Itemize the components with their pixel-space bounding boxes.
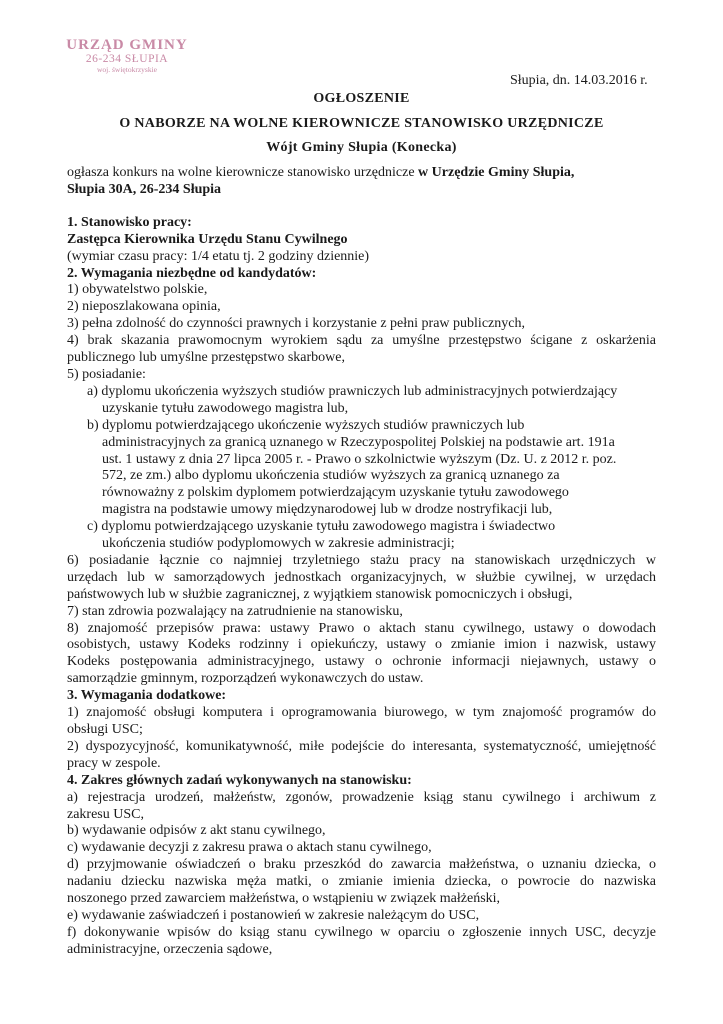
stamp-line-2: 26-234 SŁUPIA bbox=[85, 53, 169, 65]
document-subtitle: O NABORZE NA WOLNE KIEROWNICZE STANOWISKO URZĘDNICZE bbox=[119, 116, 604, 131]
requirement-item: 6) posiadanie łącznie co najmniej trzyletniego stażu pracy na stanowiskach urzędniczych w bbox=[67, 552, 656, 568]
intro-line-2: Słupia 30A, 26-234 Słupia bbox=[67, 181, 222, 197]
intro-text: ogłasza konkurs na wolne kierownicze stanowisko urzędnicze bbox=[67, 165, 419, 180]
stamp-line-1: URZĄD GMINY bbox=[66, 37, 188, 53]
duty-item: b) wydawanie odpisów z akt stanu cywilnego, bbox=[67, 823, 326, 839]
requirement-item-cont: samorządzie gminnym, rozporządzeń wykonawczych do ustaw. bbox=[67, 671, 424, 687]
requirement-item-cont: państwowych lub w służbie zagranicznej, z wyjątkiem stanowisk pomocniczych i obsługi, bbox=[67, 586, 573, 602]
sub-item-cont: ukończenia studiów podyplomowych w zakresie administracji; bbox=[102, 536, 455, 552]
intro-line-1 bbox=[67, 165, 656, 182]
duty-item: f) dokonywanie wpisów do ksiąg stanu cywilnego w oparciu o zgłoszenie innych USC, decyzje bbox=[67, 924, 656, 940]
requirement-item: 8) znajomość przepisów prawa: ustawy Prawo o aktach stanu cywilnego, ustawy o dowodach bbox=[67, 620, 656, 636]
intro-office-name: w Urzędzie Gminy Słupia, bbox=[418, 165, 575, 180]
requirement-item-cont: Kodeks postępowania administracyjnego, ustawy o ochronie informacji niejawnych, ustawy o bbox=[67, 654, 656, 670]
section-4-heading: 4. Zakres głównych zadań wykonywanych na stanowisku: bbox=[67, 772, 412, 788]
requirement-item: 2) nieposzlakowana opinia, bbox=[67, 299, 221, 315]
requirement-item: 4) brak skazania prawomocnym wyrokiem sądu za umyślne przestępstwo ścigane z oskarżenia bbox=[67, 333, 656, 349]
duty-item-cont: administracyjne, orzeczenia sądowe, bbox=[67, 941, 273, 957]
duty-item-cont: zakresu USC, bbox=[67, 806, 144, 822]
stamp-line-3: woj. świętokrzyskie bbox=[97, 65, 157, 74]
section-3-heading: 3. Wymagania dodatkowe: bbox=[67, 688, 227, 704]
duty-item: d) przyjmowanie oświadczeń o braku przeszkód do zawarcia małżeństwa, o uznaniu dziecka, o bbox=[67, 857, 656, 873]
sub-item-c: c) dyplomu potwierdzającego uzyskanie tytułu zawodowego magistra i świadectwo bbox=[87, 519, 556, 535]
additional-item-cont: pracy w zespole. bbox=[67, 755, 161, 771]
sub-item-cont: uzyskanie tytułu zawodowego magistra lub, bbox=[102, 400, 349, 416]
duty-item-cont: nadaniu dziecku nazwiska męża matki, o zmianie imienia dziecka, o powrocie do nazwiska bbox=[67, 874, 656, 890]
requirement-item: 3) pełna zdolność do czynności prawnych i korzystanie z pełni praw publicznych, bbox=[67, 316, 525, 332]
duty-item: a) rejestracja urodzeń, małżeństw, zgonów, prowadzenie ksiąg stanu cywilnego i archiwum z bbox=[67, 789, 656, 805]
duty-item: e) wydawanie zaświadczeń i postanowień w zakresie należącym do USC, bbox=[67, 907, 480, 923]
document-issuer: Wójt Gminy Słupia (Konecka) bbox=[266, 140, 457, 155]
requirement-item: 7) stan zdrowia pozwalający na zatrudnienie na stanowisku, bbox=[67, 603, 403, 619]
document-body bbox=[67, 165, 656, 959]
requirement-item-cont: publicznego lub umyślne przestępstwo skarbowe, bbox=[67, 350, 345, 366]
requirement-item: 1) obywatelstwo polskie, bbox=[67, 282, 208, 298]
additional-item-cont: obsługi USC; bbox=[67, 722, 143, 737]
sub-item-cont: magistra na podstawie umowy międzynarodowej lub w drodze nostryfikacji lub, bbox=[102, 502, 553, 518]
additional-item: 2) dyspozycyjność, komunikatywność, miłe podejście do interesanta, systematyczność, umiejętność bbox=[67, 738, 656, 754]
position-title: Zastępca Kierownika Urzędu Stanu Cywilnego bbox=[67, 231, 348, 247]
requirement-item-cont: urzędach lub w samorządowych jednostkach organizacyjnych, w służbie cywilnej, w urzędach bbox=[67, 569, 656, 585]
sub-item-cont: administracyjnych za granicą uznanego w Rzeczypospolitej Polskiej na podstawie art. 191a bbox=[102, 434, 615, 450]
sub-item-a: a) dyplomu ukończenia wyższych studiów prawniczych lub administracyjnych potwierdzający bbox=[87, 383, 618, 399]
requirement-item: 5) posiadanie: bbox=[67, 366, 146, 382]
requirement-item-cont: osobistych, ustawy Kodeks rodzinny i opiekuńczy, ustawy o zmianie imion i nazwisk, ustawy bbox=[67, 637, 656, 653]
duty-item-cont: noszonego przed zawarciem małżeństwa, o wstąpieniu w związek małżeński, bbox=[67, 891, 501, 907]
duty-item: c) wydawanie decyzji z zakresu prawa o aktach stanu cywilnego, bbox=[67, 840, 432, 856]
document-title: OGŁOSZENIE bbox=[313, 91, 410, 106]
document-date: Słupia, dn. 14.03.2016 r. bbox=[510, 73, 648, 88]
additional-item: 1) znajomość obsługi komputera i oprogramowania biurowego, w tym znajomość programów do bbox=[67, 705, 656, 721]
office-stamp bbox=[52, 37, 202, 75]
sub-item-cont: ust. 1 ustawy z dnia 27 lipca 2005 r. - Prawo o szkolnictwie wyższym (Dz. U. z 2012 r. poz. bbox=[102, 451, 617, 467]
sub-item-cont: 572, ze zm.) albo dyplomu ukończenia studiów wyższych za granicą uznanego za bbox=[102, 468, 560, 484]
sub-item-b: b) dyplomu potwierdzającego ukończenie wyższych studiów prawniczych lub bbox=[87, 417, 525, 433]
section-2-heading: 2. Wymagania niezbędne od kandydatów: bbox=[67, 265, 317, 281]
worktime: (wymiar czasu pracy: 1/4 etatu tj. 2 godziny dziennie) bbox=[67, 248, 370, 264]
sub-item-cont: równoważny z polskim dyplomem potwierdzającym uzyskanie tytułu zawodowego bbox=[102, 485, 569, 501]
section-1-heading: 1. Stanowisko pracy: bbox=[67, 214, 192, 230]
